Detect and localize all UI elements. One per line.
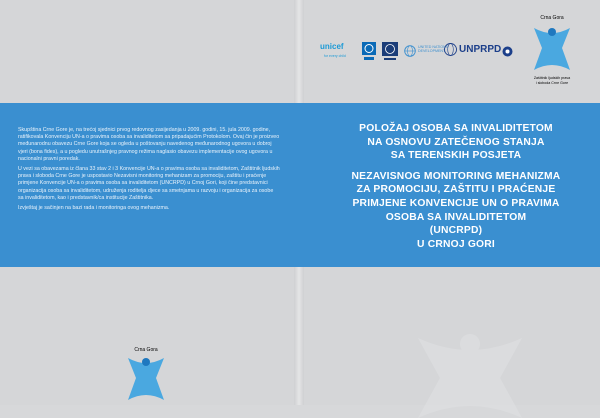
subtitle-line: ZA PROMOCIJU, ZAŠTITU I PRAĆENJE	[356, 184, 556, 196]
logo-watermark	[400, 318, 540, 418]
unicef-wordmark: unicef	[320, 42, 344, 51]
subtitle-line: NEZAVISNOG MONITORING MEHANIZMA	[351, 170, 561, 182]
front-cover-title	[322, 122, 590, 251]
logo-caption: i sloboda Crne Gore	[535, 81, 569, 85]
title-line: SA TERENSKIH POSJETA	[390, 150, 522, 162]
un-globe-icon	[404, 44, 416, 62]
unprpd-wordmark: UNPRPD	[459, 44, 502, 55]
unicef-logo	[320, 42, 360, 68]
logo-name: Crna Gora	[134, 347, 158, 353]
back-paragraph: Skupština Crne Gore je, na trećoj sjednici prvog redovnog zasijedanja u 2009. godini, 15. jula 2009. godine, ratifikovala Konvenciju UN-a o pravima osoba sa invaliditetom sa pripadajućim Protokolom. Ovaj čin je proizveo međunarodnu obavezu Crne Gore koja se ogleda u poštovanju navedenog međunarodnog ugovora u dobroj vjeri (bona fides), a u pogledu unutrašnjeg pravnog režima naglasio obavezu implementacije ovog ugovora u nacionalni pravni poredak.	[18, 127, 280, 162]
un-emblem-icon	[382, 42, 398, 67]
ombudsman-logo	[524, 8, 580, 98]
subtitle-line: (UNCRPD)	[429, 225, 483, 237]
partner-logos	[318, 34, 518, 74]
ombudsman-logo-back	[118, 344, 174, 414]
undp-icon	[362, 42, 376, 67]
subtitle-line: OSOBA SA INVALIDITETOM	[385, 211, 527, 223]
back-paragraph: Izvještaj je sačinjen na bazi rada i monitoringa ovog mehanizma.	[18, 205, 170, 212]
subtitle-line: PRIMJENE KONVENCIJE UN O PRAVIMA	[352, 197, 560, 209]
logo-head-shape	[548, 28, 556, 36]
back-paragraph: U vezi sa obavezama iz člana 33 stav 2 i 3 Konvencije UN-a o pravima osoba sa invaliditetom, Zaštitnik ljudskih prava i sloboda Crne Gore je uspostavio Nezavisni monitoring mehanizam za promociju, zaštitu i praćenje primjene Konvencije UN-a o pravima osoba sa invaliditetom (UNCRPD) u Crnoj Gori, koji čine predstavnici organizacija osoba sa invaliditetom, udruženja roditelja djece sa smetnjama u razvoju i organizacija za osobe sa invaliditetom, kao i predstavnik/ca institucije Zaštitnika.	[18, 166, 280, 201]
unicef-tagline: for every child	[324, 54, 346, 58]
back-cover-text	[18, 127, 280, 215]
unprpd-globe-icon	[444, 43, 457, 61]
subtitle-line: U CRNOJ GORI	[417, 238, 495, 250]
logo-caption: Zaštitnik ljudskih prava	[533, 76, 571, 80]
title-line: NA OSNOVU ZATEČENOG STANJA	[367, 136, 545, 148]
logo-name: Crna Gora	[540, 15, 564, 21]
title-line: POLOŽAJ OSOBA SA INVALIDITETOM	[359, 123, 553, 134]
logo-head-shape	[142, 358, 150, 366]
un-line: UNITED NATIONS	[418, 45, 449, 49]
unprpd-mark-icon	[502, 44, 513, 62]
un-line: DEVELOPMENT	[418, 49, 446, 54]
